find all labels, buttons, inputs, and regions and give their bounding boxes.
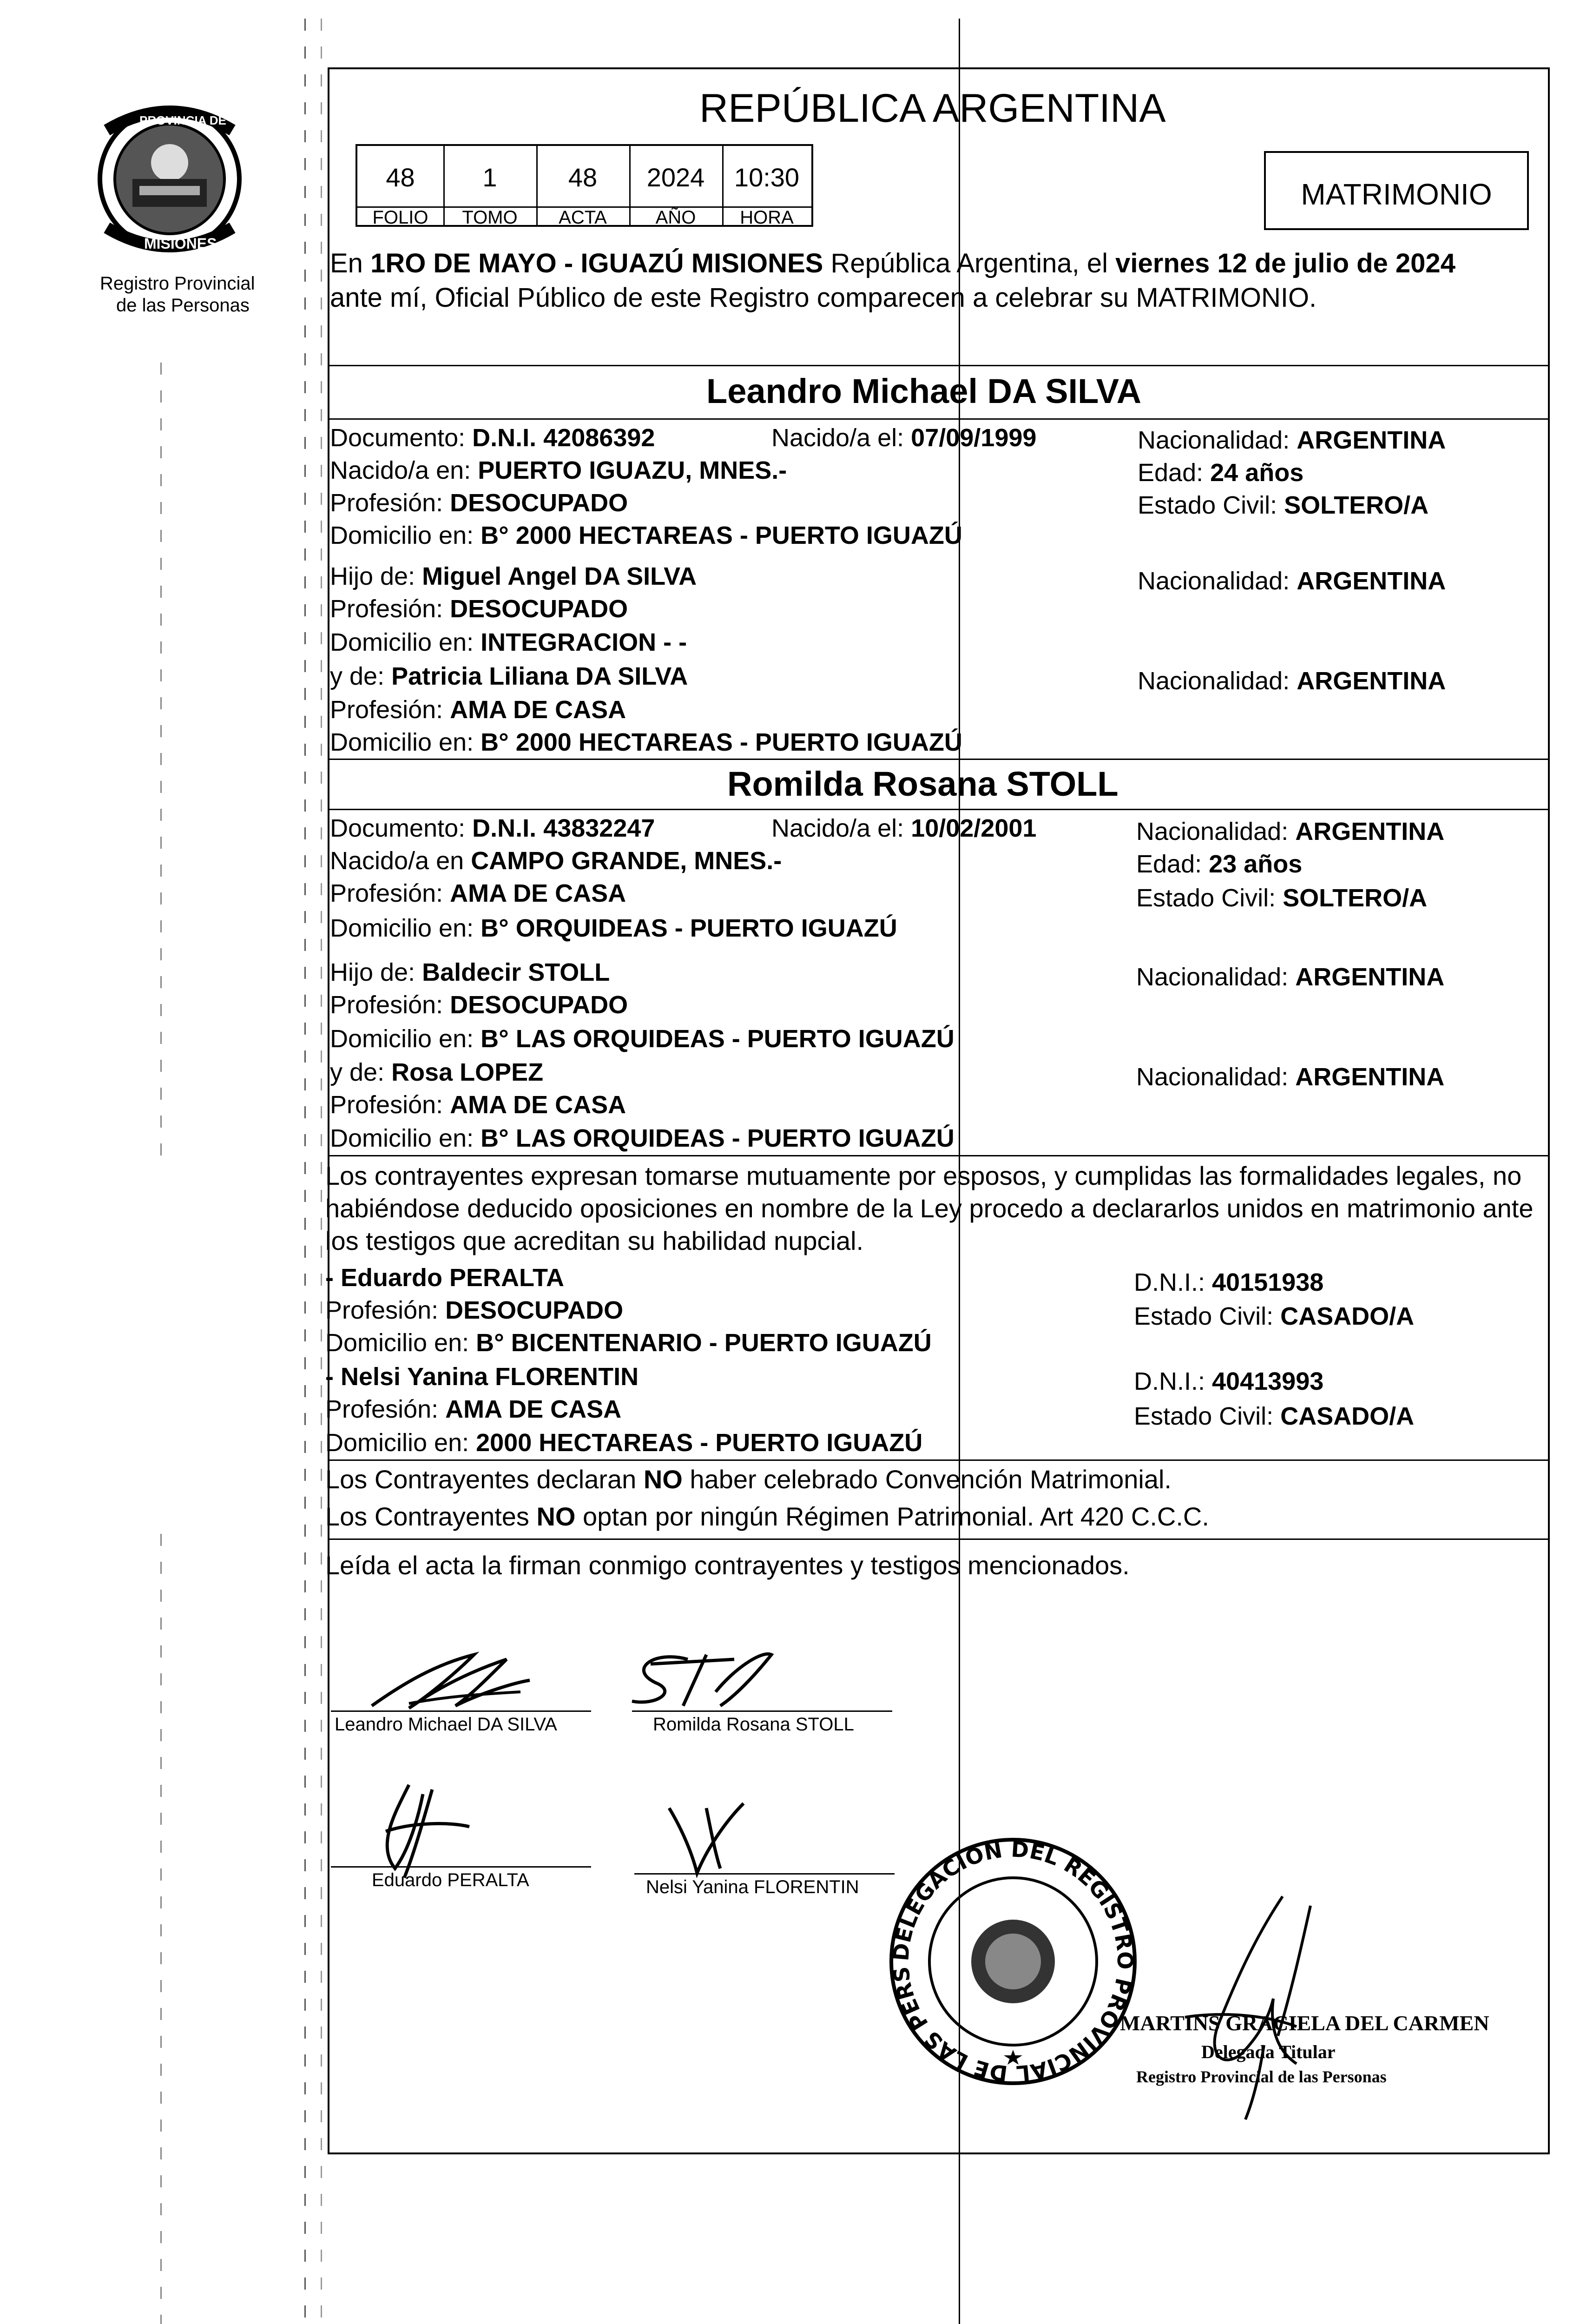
- section-divider: [328, 759, 1550, 760]
- signature-line: [632, 1710, 892, 1712]
- table-divider: [443, 146, 445, 225]
- witness2-dni: [1134, 1369, 1323, 1394]
- label: Profesión:: [330, 1091, 450, 1119]
- intro-line-1: [330, 250, 1455, 277]
- label: Profesión:: [330, 879, 450, 907]
- label: Profesión:: [330, 991, 450, 1019]
- signature-label-nelsi: Nelsi Yanina FLORENTIN: [646, 1877, 859, 1897]
- signature-nelsi: [651, 1794, 762, 1878]
- label: Nacido/a en: [330, 847, 471, 875]
- value: 2000 HECTAREAS - PUERTO IGUAZÚ: [476, 1429, 923, 1457]
- spouse2-mother-nationality: [1136, 1064, 1444, 1089]
- seal-text-top: PROVINCIA DE: [139, 113, 226, 127]
- label: Nacido/a en:: [330, 456, 478, 484]
- label: Domicilio en:: [330, 728, 481, 756]
- convention-line-2: [325, 1504, 1209, 1530]
- value: Patricia Liliana DA SILVA: [391, 662, 688, 690]
- witness1-civil-status: [1134, 1304, 1414, 1329]
- text: optan por ningún Régimen Patrimonial. Art 420 C.C.C.: [575, 1502, 1209, 1531]
- officer-name: MARTINS GRACIELA DEL CARMEN: [1120, 2011, 1489, 2035]
- spouse1-mother-nationality: [1138, 668, 1446, 693]
- spouse2-mother-address: [330, 1126, 955, 1151]
- spouse2-father-address: [330, 1026, 955, 1051]
- hora-label: HORA: [740, 207, 794, 228]
- spouse1-age: [1138, 460, 1304, 485]
- value: ARGENTINA: [1297, 426, 1446, 454]
- acta-value: 48: [568, 163, 598, 192]
- value: Baldecir STOLL: [422, 958, 610, 986]
- label: Estado Civil:: [1134, 1402, 1281, 1430]
- label: y de:: [330, 1058, 392, 1086]
- spouse1-mother: [330, 664, 688, 689]
- label: Estado Civil:: [1138, 491, 1284, 519]
- left-guide-line: [160, 363, 162, 1162]
- intro-date: viernes 12 de julio de 2024: [1115, 248, 1455, 278]
- org-name-line1: Registro Provincial: [100, 273, 255, 294]
- value: B° ORQUIDEAS - PUERTO IGUAZÚ: [481, 914, 897, 942]
- tomo-label: TOMO: [462, 207, 518, 228]
- declaration-line-3: los testigos que acreditan su habilidad nupcial.: [325, 1226, 864, 1255]
- spouse1-civil-status: [1138, 493, 1429, 518]
- spouse1-nationality: [1138, 428, 1446, 453]
- witness1-name: - Eduardo PERALTA: [325, 1264, 564, 1292]
- anio-label: AÑO: [655, 207, 696, 228]
- province-seal-logo: [88, 98, 251, 265]
- intro-line-2: ante mí, Oficial Público de este Registro comparecen a celebrar su MATRIMONIO.: [330, 283, 1317, 313]
- value: ARGENTINA: [1295, 963, 1445, 991]
- label: Profesión:: [325, 1395, 446, 1423]
- section-divider: [328, 365, 1550, 366]
- value: B° LAS ORQUIDEAS - PUERTO IGUAZÚ: [481, 1025, 955, 1053]
- label: Nacionalidad:: [1136, 963, 1296, 991]
- signature-line: [331, 1866, 591, 1868]
- value: CASADO/A: [1280, 1302, 1415, 1330]
- hora-value: 10:30: [734, 163, 800, 192]
- spouse1-father: [330, 564, 697, 589]
- spouse1-mother-profession: [330, 697, 626, 722]
- spouse2-address: [330, 916, 897, 941]
- spouse2-father-profession: [330, 992, 628, 1017]
- spouse2-name: Romilda Rosana STOLL: [727, 765, 1119, 803]
- margin-dashed-line: [321, 19, 322, 2324]
- intro-place: 1RO DE MAYO - IGUAZÚ MISIONES: [370, 248, 823, 278]
- signature-label-eduardo: Eduardo PERALTA: [372, 1870, 529, 1890]
- acta-label: ACTA: [559, 207, 607, 228]
- label: Profesión:: [330, 595, 450, 623]
- record-type-box: [1264, 151, 1529, 230]
- label: Edad:: [1138, 459, 1211, 487]
- witness1-address: [325, 1330, 932, 1355]
- value: DESOCUPADO: [450, 489, 628, 517]
- label: y de:: [330, 662, 392, 690]
- declaration-line-2: habiéndose deducido oposiciones en nombre de la Ley procedo a declararlos unidos en matrimonio ante: [325, 1194, 1534, 1223]
- label: Documento:: [330, 424, 473, 452]
- label: D.N.I.:: [1134, 1367, 1212, 1395]
- label: Nacido/a el:: [771, 424, 911, 452]
- spouse2-mother-profession: [330, 1092, 626, 1117]
- anio-value: 2024: [646, 163, 705, 192]
- section-divider: [328, 1459, 1550, 1461]
- value: INTEGRACION - -: [481, 628, 687, 656]
- record-type: MATRIMONIO: [1301, 178, 1492, 211]
- label: Domicilio en:: [330, 522, 481, 549]
- text: Los Contrayentes declaran: [325, 1465, 644, 1494]
- section-divider: [328, 1155, 1550, 1156]
- label: Nacionalidad:: [1138, 667, 1297, 695]
- registry-table: [356, 144, 813, 227]
- spouse1-mother-address: [330, 730, 962, 755]
- value: AMA DE CASA: [450, 1091, 626, 1119]
- table-divider: [536, 146, 538, 225]
- spouse1-father-profession: [330, 596, 628, 621]
- spouse1-address: [330, 523, 962, 548]
- label: Hijo de:: [330, 958, 422, 986]
- label: Nacionalidad:: [1138, 567, 1297, 595]
- spouse2-father-nationality: [1136, 964, 1444, 990]
- value: ARGENTINA: [1295, 818, 1445, 845]
- value: 24 años: [1210, 459, 1304, 487]
- label: Nacionalidad:: [1138, 426, 1297, 454]
- section-divider: [328, 1538, 1550, 1540]
- spouse2-age: [1136, 852, 1302, 877]
- value: AMA DE CASA: [450, 879, 626, 907]
- value: B° 2000 HECTAREAS - PUERTO IGUAZÚ: [481, 728, 962, 756]
- value: AMA DE CASA: [450, 696, 626, 724]
- left-guide-line: [160, 1534, 162, 2324]
- value: D.N.I. 43832247: [472, 814, 655, 842]
- signature-line: [331, 1710, 591, 1712]
- table-divider: [629, 146, 631, 225]
- value: B° BICENTENARIO - PUERTO IGUAZÚ: [476, 1329, 932, 1357]
- value: CAMPO GRANDE, MNES.-: [471, 847, 782, 875]
- declaration-line-1: Los contrayentes expresan tomarse mutuamente por esposos, y cumplidas las formalidades legales, no: [325, 1161, 1522, 1190]
- spouse1-document: [330, 425, 655, 450]
- intro-text: República Argentina, el: [823, 248, 1116, 278]
- spouse2-civil-status: [1136, 885, 1427, 911]
- folio-value: 48: [386, 163, 415, 192]
- spouse1-profession: [330, 490, 628, 515]
- value: 23 años: [1209, 850, 1303, 878]
- signature-label-romilda: Romilda Rosana STOLL: [653, 1714, 854, 1735]
- stamp-ring-text: DELEGACION DEL REGISTRO PROVINCIAL DE LAS PERS: [888, 1836, 1138, 2086]
- spouse1-birthdate: [771, 425, 1036, 450]
- emphasis: NO: [536, 1502, 576, 1531]
- label: Estado Civil:: [1136, 884, 1283, 912]
- section-divider: [328, 809, 1550, 810]
- text: Los Contrayentes: [325, 1502, 537, 1531]
- closing-statement: Leída el acta la firman conmigo contrayentes y testigos mencionados.: [325, 1551, 1130, 1580]
- value: 40413993: [1212, 1367, 1324, 1395]
- label: Profesión:: [330, 696, 450, 724]
- officer-organization: Registro Provincial de las Personas: [1136, 2067, 1387, 2086]
- label: Profesión:: [325, 1296, 446, 1324]
- official-stamp: [883, 1831, 1143, 2092]
- label: Edad:: [1136, 850, 1209, 878]
- signature-label-leandro: Leandro Michael DA SILVA: [335, 1714, 557, 1735]
- witness2-name: - Nelsi Yanina FLORENTIN: [325, 1363, 639, 1391]
- label: D.N.I.:: [1134, 1268, 1212, 1296]
- value: Miguel Angel DA SILVA: [422, 562, 697, 590]
- label: Domicilio en:: [325, 1429, 476, 1457]
- label: Profesión:: [330, 489, 450, 517]
- value: ARGENTINA: [1297, 567, 1446, 595]
- label: Hijo de:: [330, 562, 422, 590]
- page-title: REPÚBLICA ARGENTINA: [699, 86, 1166, 131]
- table-divider: [722, 146, 724, 225]
- value: DESOCUPADO: [450, 595, 628, 623]
- official-signature: [1129, 1887, 1371, 2129]
- label: Domicilio en:: [330, 914, 481, 942]
- officer-title: Delegada Titular: [1201, 2041, 1336, 2062]
- signature-romilda: [613, 1641, 790, 1720]
- spouse2-mother: [330, 1060, 543, 1085]
- witness2-profession: [325, 1397, 621, 1422]
- label: Nacionalidad:: [1136, 818, 1296, 845]
- spouse1-name: Leandro Michael DA SILVA: [706, 372, 1142, 410]
- spouse2-document: [330, 816, 655, 841]
- spouse1-father-nationality: [1138, 568, 1446, 594]
- spouse2-father: [330, 960, 610, 985]
- value: SOLTERO/A: [1283, 884, 1428, 912]
- value: B° 2000 HECTAREAS - PUERTO IGUAZÚ: [481, 522, 962, 549]
- value: DESOCUPADO: [450, 991, 628, 1019]
- value: CASADO/A: [1280, 1402, 1415, 1430]
- convention-line-1: [325, 1466, 1172, 1492]
- spouse2-birthplace: [330, 848, 782, 873]
- value: PUERTO IGUAZU, MNES.-: [478, 456, 787, 484]
- value: 07/09/1999: [911, 424, 1037, 452]
- signature-leandro: [353, 1645, 539, 1720]
- label: Domicilio en:: [330, 628, 481, 656]
- emphasis: NO: [643, 1465, 683, 1494]
- value: ARGENTINA: [1297, 667, 1446, 695]
- spouse1-father-address: [330, 630, 687, 655]
- spouse2-birthdate: [771, 816, 1036, 841]
- section-divider: [328, 418, 1550, 420]
- spouse2-profession: [330, 881, 626, 906]
- witness1-dni: [1134, 1270, 1323, 1295]
- value: 10/02/2001: [911, 814, 1037, 842]
- intro-text: En: [330, 248, 371, 278]
- signature-line: [634, 1873, 895, 1875]
- label: Nacionalidad:: [1136, 1063, 1296, 1091]
- text: haber celebrado Convención Matrimonial.: [682, 1465, 1172, 1494]
- value: AMA DE CASA: [445, 1395, 622, 1423]
- registry-values-row: [357, 146, 811, 208]
- value: D.N.I. 42086392: [472, 424, 655, 452]
- value: ARGENTINA: [1295, 1063, 1445, 1091]
- seal-text-bottom: MISIONES: [144, 235, 217, 252]
- tomo-value: 1: [482, 163, 497, 192]
- label: Estado Civil:: [1134, 1302, 1281, 1330]
- label: Domicilio en:: [330, 1124, 481, 1152]
- witness2-address: [325, 1430, 922, 1455]
- label: Domicilio en:: [330, 1025, 481, 1053]
- label: Documento:: [330, 814, 473, 842]
- value: B° LAS ORQUIDEAS - PUERTO IGUAZÚ: [481, 1124, 955, 1152]
- spouse1-birthplace: [330, 458, 787, 483]
- value: 40151938: [1212, 1268, 1324, 1296]
- value: SOLTERO/A: [1284, 491, 1429, 519]
- label: Nacido/a el:: [771, 814, 911, 842]
- spouse2-nationality: [1136, 819, 1444, 844]
- value: Rosa LOPEZ: [391, 1058, 544, 1086]
- org-name-line2: de las Personas: [116, 295, 250, 316]
- folio-label: FOLIO: [372, 207, 428, 228]
- witness1-profession: [325, 1298, 623, 1323]
- label: Domicilio en:: [325, 1329, 476, 1357]
- witness2-civil-status: [1134, 1404, 1414, 1429]
- value: DESOCUPADO: [445, 1296, 624, 1324]
- margin-dashed-line: [304, 19, 306, 2324]
